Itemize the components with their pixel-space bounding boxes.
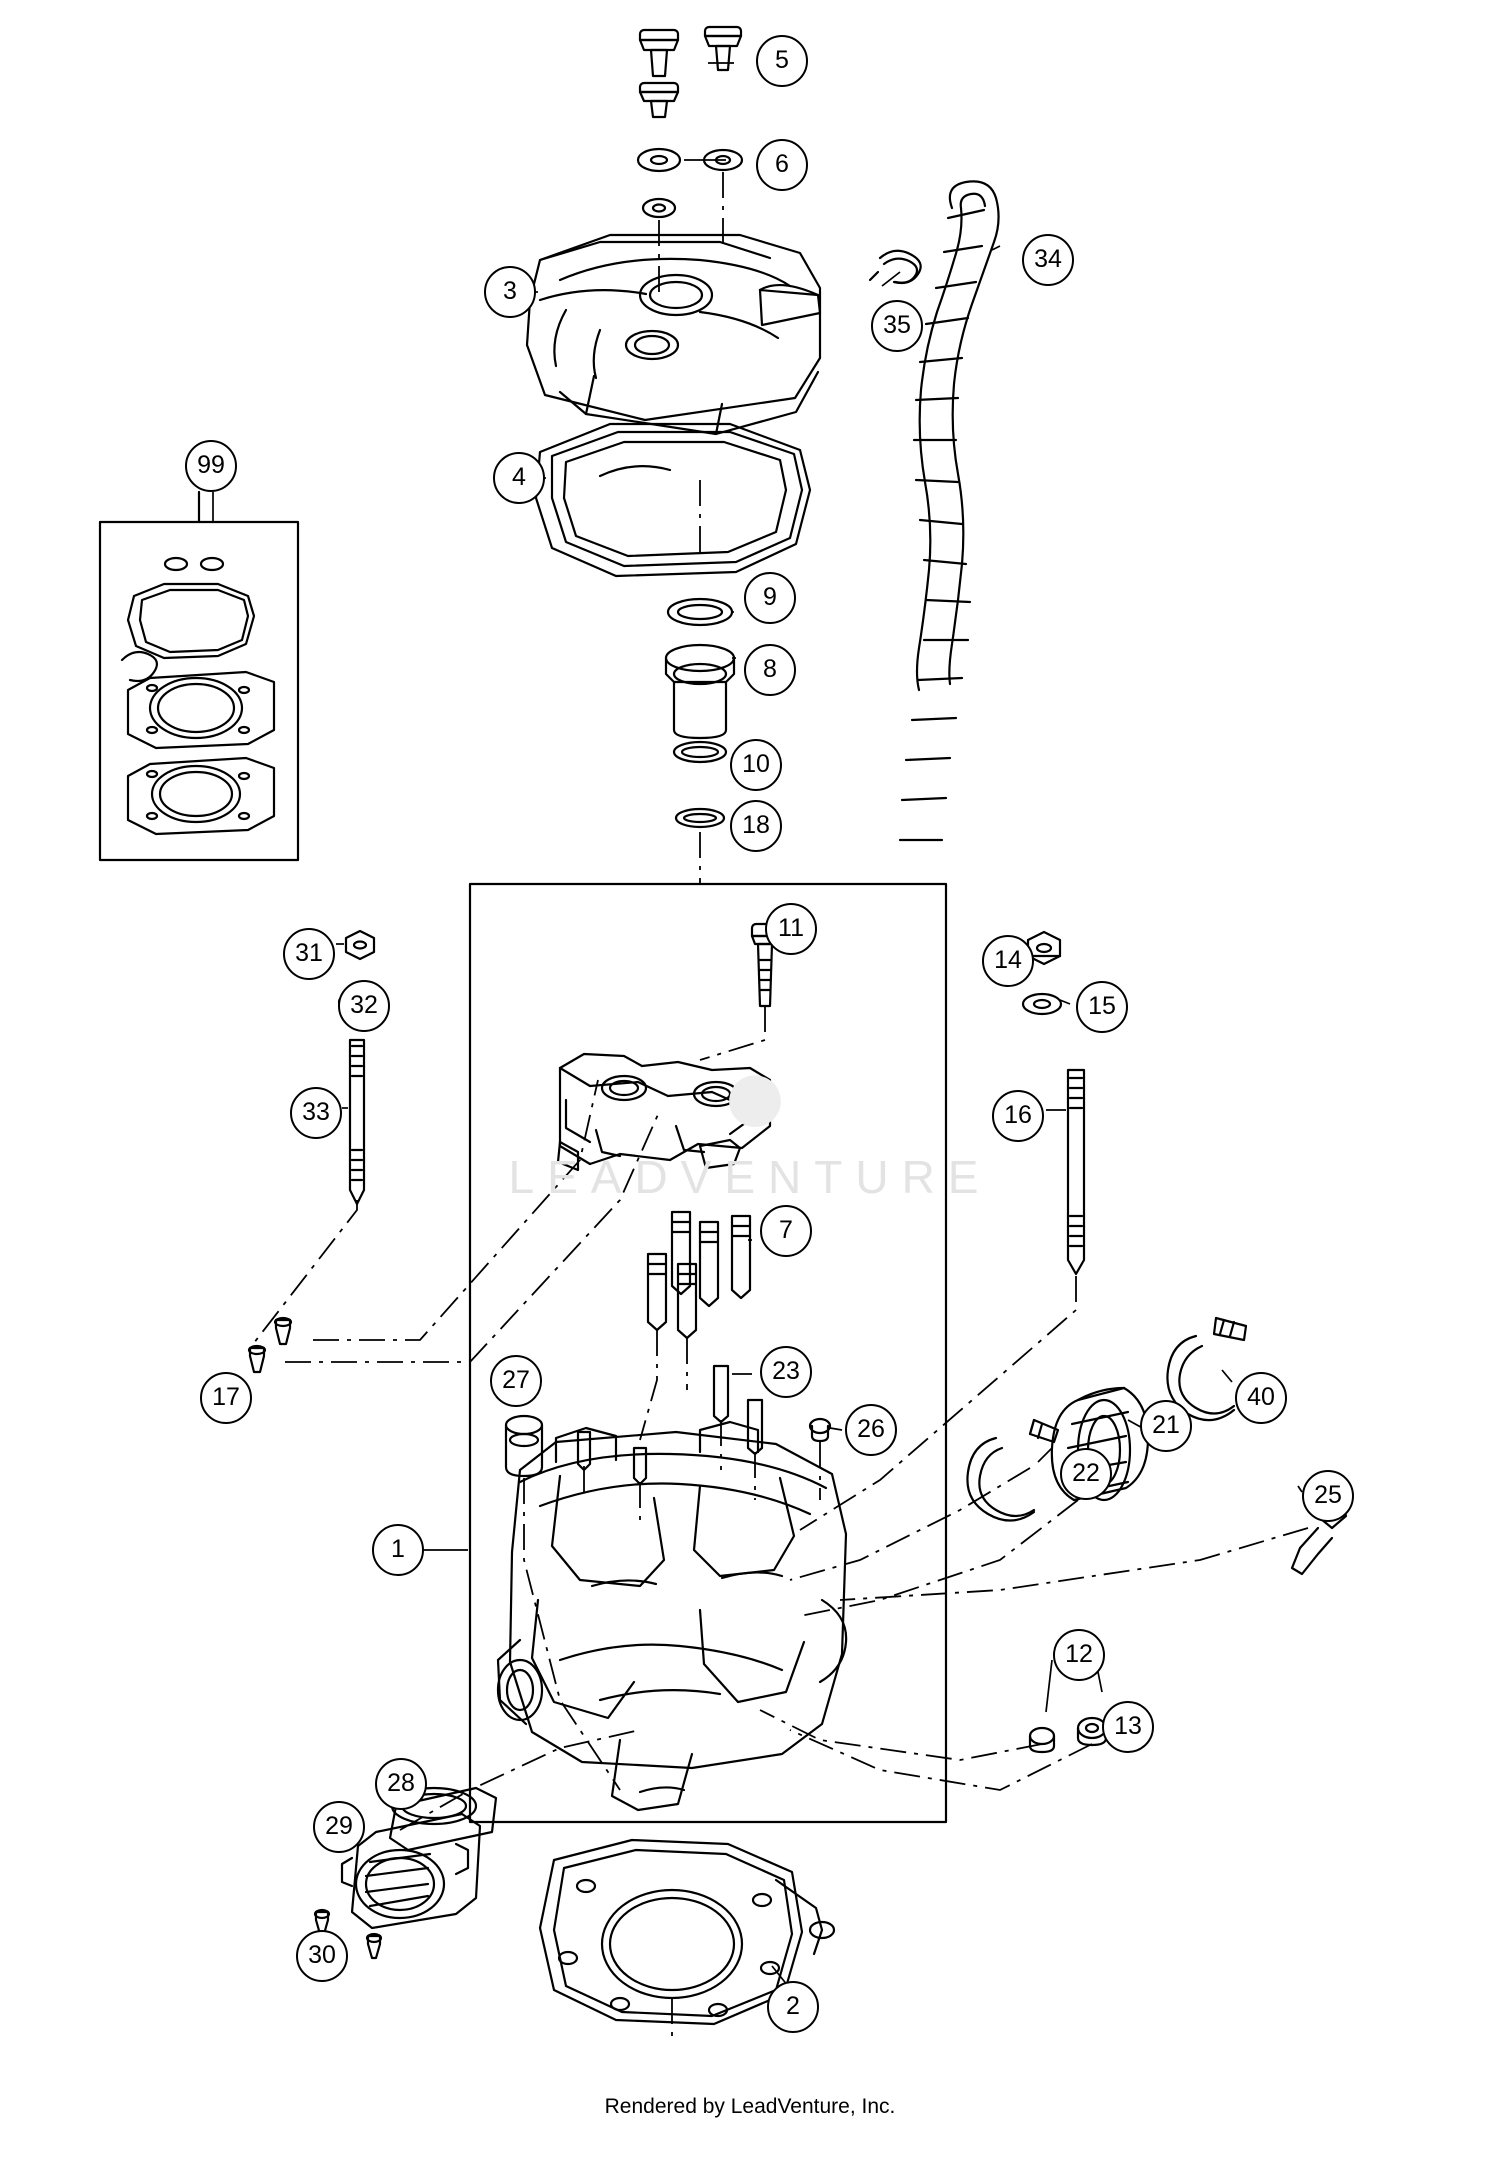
- callout-4[interactable]: 4: [493, 452, 545, 504]
- part-4-cover-gasket: [536, 424, 810, 576]
- ref-line-29: [400, 1730, 640, 1830]
- part-5-bolts: [640, 27, 741, 76]
- callout-11[interactable]: 11: [765, 903, 817, 955]
- callout-31[interactable]: 31: [283, 928, 335, 980]
- footer-attribution: Rendered by LeadVenture, Inc.: [604, 2095, 896, 2118]
- callout-9[interactable]: 9: [744, 572, 796, 624]
- part-1-cylinder-head: [498, 1422, 846, 1810]
- part-17-screws: [249, 1318, 291, 1372]
- part-99-gasket-kit: [100, 492, 298, 860]
- ref-line-12: [760, 1710, 1042, 1760]
- leader-40: [1222, 1370, 1232, 1382]
- ref-line-7a: [640, 1330, 657, 1440]
- callout-15[interactable]: 15: [1076, 981, 1128, 1033]
- callout-18[interactable]: 18: [730, 800, 782, 852]
- part-15-washer: [1023, 994, 1061, 1014]
- callout-13[interactable]: 13: [1102, 1701, 1154, 1753]
- callout-30[interactable]: 30: [296, 1930, 348, 1982]
- part-31-nut: [346, 931, 374, 959]
- ref-line-17b: [285, 1110, 660, 1362]
- part-26-pin: [810, 1419, 830, 1441]
- part-7-valve-guides: [648, 1212, 750, 1338]
- leader-22: [1038, 1448, 1052, 1462]
- callout-14[interactable]: 14: [982, 935, 1034, 987]
- part-5-bolt-lower: [640, 83, 678, 117]
- callout-26[interactable]: 26: [845, 1404, 897, 1456]
- callout-34[interactable]: 34: [1022, 234, 1074, 286]
- leader-12: [1046, 1660, 1052, 1712]
- ref-line-27: [524, 1478, 620, 1790]
- callout-8[interactable]: 8: [744, 644, 796, 696]
- callout-23[interactable]: 23: [760, 1346, 812, 1398]
- part-9-seal-ring: [668, 599, 732, 625]
- callout-32[interactable]: 32: [338, 980, 390, 1032]
- callout-6[interactable]: 6: [756, 139, 808, 191]
- callout-21[interactable]: 21: [1140, 1400, 1192, 1452]
- part-12-13-screw-washer: [1030, 1718, 1106, 1752]
- ref-line-16: [800, 1276, 1076, 1530]
- part-22-hose-clamp: [967, 1420, 1058, 1521]
- part-18-o-ring: [676, 809, 724, 827]
- callout-3[interactable]: 3: [484, 266, 536, 318]
- callout-99[interactable]: 99: [185, 440, 237, 492]
- part-8-spark-plug-sleeve: [666, 645, 734, 738]
- part-35-clip: [870, 251, 921, 283]
- leader-35: [882, 272, 900, 286]
- part-10-o-ring: [674, 742, 726, 762]
- callout-1[interactable]: 1: [372, 1524, 424, 1576]
- ref-line-17a: [313, 1080, 598, 1340]
- callout-40[interactable]: 40: [1235, 1372, 1287, 1424]
- callout-27[interactable]: 27: [490, 1355, 542, 1407]
- callout-12[interactable]: 12: [1053, 1629, 1105, 1681]
- callout-22[interactable]: 22: [1060, 1448, 1112, 1500]
- leader-26: [830, 1428, 842, 1430]
- watermark-text: LEADVENTURE: [508, 1151, 992, 1203]
- callout-2[interactable]: 2: [767, 1981, 819, 2033]
- callout-35[interactable]: 35: [871, 300, 923, 352]
- callout-33[interactable]: 33: [290, 1087, 342, 1139]
- callout-7[interactable]: 7: [760, 1205, 812, 1257]
- callout-25[interactable]: 25: [1302, 1470, 1354, 1522]
- part-34-breather-hose: [900, 181, 999, 840]
- ref-line-22: [790, 1468, 1030, 1580]
- callout-10[interactable]: 10: [730, 739, 782, 791]
- leadventure-watermark-mark: ●: [718, 1028, 792, 1161]
- callout-5[interactable]: 5: [756, 35, 808, 87]
- part-3-cylinder-head-cover: [527, 235, 820, 434]
- ref-line-33: [250, 1200, 357, 1348]
- callout-29[interactable]: 29: [313, 1801, 365, 1853]
- callout-17[interactable]: 17: [200, 1372, 252, 1424]
- ref-line-13: [790, 1730, 1092, 1790]
- callout-28[interactable]: 28: [375, 1758, 427, 1810]
- callout-16[interactable]: 16: [992, 1090, 1044, 1142]
